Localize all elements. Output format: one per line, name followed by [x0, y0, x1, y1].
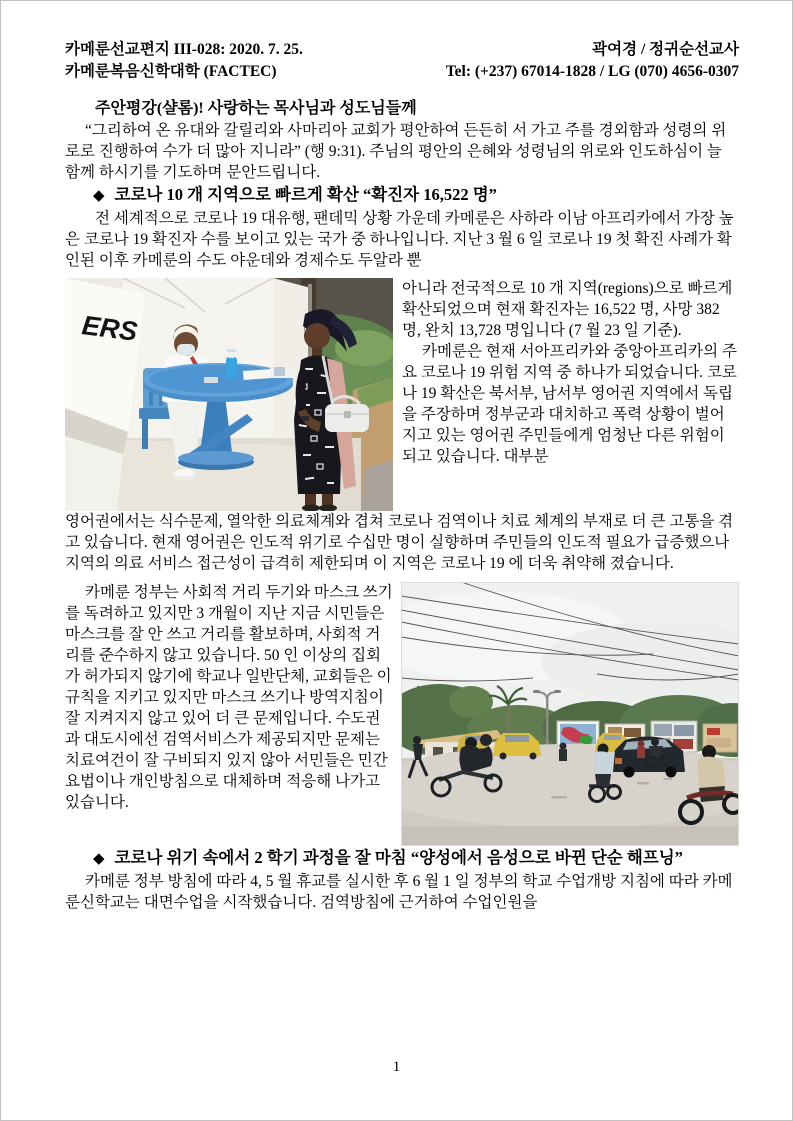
section-1-left-column	[65, 582, 393, 813]
newsletter-title: 카메룬선교편지 III-028: 2020. 7. 25.	[65, 41, 303, 58]
greeting-section	[65, 98, 739, 183]
content-row-1	[65, 278, 739, 511]
government-measures-paragraph: 카메룬 정부는 사회적 거리 두기와 마스크 쓰기를 독려하고 있지만 3 개월이 지난 지금 시민들은 마스크를 잘 안 쓰고 거리를 활보하며, 사회적 거리를 준수하지 않고 있습니다. 50 인 이상의 집회가 허가되지 않기에 학교나 일반단체, 교회들은 이 규칙을 지키고 있지만 마스크 쓰기나 방역지침이 잘 지켜지지 않고 있어 더 큰 문제입니다. 수도권과 대도시에선 검역서비스가 제공되지만 문제는 치료여건이 잘 구비되지 있지 않아 서민들은 민간요법이나 개인방침으로 대체하며 적응해 나가고 있습니다.	[65, 584, 393, 811]
photo-street-scene	[401, 582, 739, 846]
banner-text: ERS	[80, 310, 140, 347]
risk-region-paragraph: 카메룬은 현재 서아프리카와 중앙아프리카의 주요 코로나 19 위험 지역 중 하나가 되었습니다. 코로나 19 확산은 북서부, 남서부 영어권 지역에서 독립을 주장하며 정부군과 대치하고 폭력 상황이 벌어지고 있는 영어권 주민들에게 엄청난 다른 위험이 되고 있습니다. 대부분	[402, 343, 737, 465]
content-row-2	[65, 582, 739, 846]
diamond-icon: ◆	[93, 188, 105, 204]
anglophone-crisis-paragraph: 영어권에서는 식수문제, 열악한 의료체계와 겹쳐 코로나 검역이나 치료 체계의 부재로 더 큰 고통을 겪고 있습니다. 현재 영어권은 인도적 위기로 수십만 명이 실향하며 주민들의 인도적 필요가 급증했으나 지역의 의료 서비스 접근성이 급격히 제한되며 이 지역은 코로나 19 에 더욱 취약해 졌습니다.	[65, 513, 734, 572]
photo-covid-screening-tent	[65, 278, 393, 511]
section-2-heading	[65, 846, 739, 871]
section-2-intro-paragraph: 카메룬 정부 방침에 따라 4, 5 월 휴교를 실시한 후 6 월 1 일 정부의 학교 수업개방 지침에 따라 카메룬신학교는 대면수업을 시작했습니다. 검역방침에 근거하여 수업인원을	[65, 873, 733, 911]
street-scene-illustration	[401, 582, 739, 846]
page-number: 1	[392, 1059, 401, 1075]
section-1-title: 코로나 10 개 지역으로 빠르게 확산 “확진자 16,522 명”	[114, 185, 497, 204]
screening-tent-illustration	[65, 278, 393, 511]
section-2-title: 코로나 위기 속에서 2 학기 과정을 잘 마침 “양성에서 음성으로 바뀐 단순 해프닝”	[114, 848, 683, 867]
confirmed-cases-paragraph: 아니라 전국적으로 10 개 지역(regions)으로 빠르게 확산되었으며 현재 확진자는 16,522 명, 사망 382 명, 완치 13,728 명입니다 (7 월 23 일 기준).	[402, 280, 733, 339]
contact-info: Tel: (+237) 67014-1828 / LG (070) 4656-0307	[445, 63, 739, 80]
section-1-side-column	[402, 278, 739, 467]
missionary-names: 곽여경 / 정귀순선교사	[592, 41, 739, 58]
section-1-heading	[65, 183, 739, 208]
header-left	[65, 39, 303, 83]
header-right	[446, 39, 739, 83]
section-1-intro-paragraph: 전 세계적으로 코로나 19 대유행, 팬데믹 상황 가운데 카메룬은 사하라 이남 아프리카에서 가장 높은 코로나 19 확진자 수를 보이고 있는 국가 중 하나입니다. 지난 3 월 6 일 코로나 19 첫 확진 사례가 확인된 이후 카메룬의 수도 야운데와 경제수도 두알라 뿐	[65, 210, 734, 269]
page-header	[65, 39, 739, 83]
greeting-body: “그리하여 온 유대와 갈릴리와 사마리아 교회가 평안하여 든든히 서 가고 주를 경외함과 성령의 위로로 진행하여 수가 더 많아 지니라” (행 9:31). 주님의 평안의 은혜와 성령님의 위로와 인도하심이 늘 함께 하시기를 기도하며 문안드립니다.	[65, 122, 727, 181]
greeting-title: 주안평강(샬롬)! 사랑하는 목사님과 성도님들께	[95, 100, 417, 117]
organization-name: 카메룬복음신학대학 (FACTEC)	[65, 63, 277, 80]
diamond-icon: ◆	[93, 851, 105, 867]
